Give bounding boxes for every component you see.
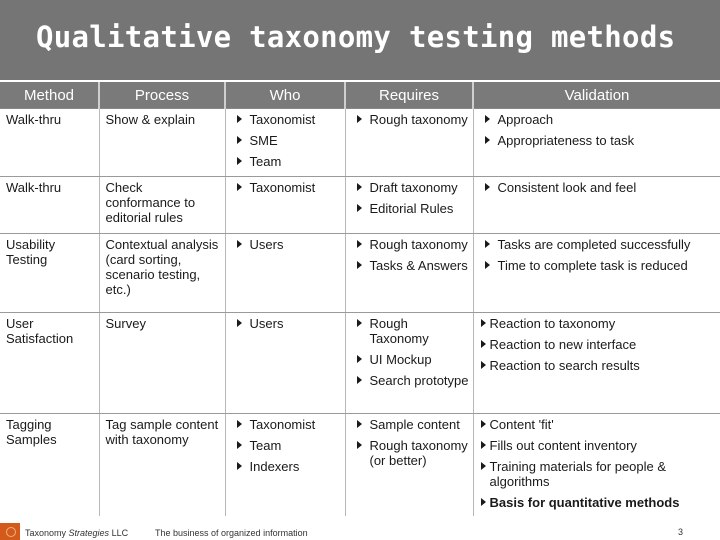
requires-item: Rough taxonomy [352,237,469,252]
table-row [0,313,720,414]
requires-item: Tasks & Answers [352,258,469,273]
table-row [0,414,720,517]
validation-item: Approach [480,112,717,127]
validation-item: Reaction to taxonomy [480,316,717,331]
process-cell: Tag sample content with taxonomy [99,414,225,517]
process-cell: Contextual analysis (card sorting, scenario testing, etc.) [99,234,225,313]
validation-cell [473,414,720,517]
validation-item: Training materials for people & algorithms [480,459,717,489]
who-cell [225,234,345,313]
who-item: Users [232,237,341,252]
validation-item: Basis for quantitative methods [480,495,717,510]
requires-cell [345,414,473,517]
who-item: Indexers [232,459,341,474]
who-item: Team [232,438,341,453]
validation-item: Consistent look and feel [480,180,717,195]
validation-item: Tasks are completed successfully [480,237,717,252]
method-cell: Tagging Samples [0,414,99,517]
footer-brand: Taxonomy Strategies LLC [25,528,129,538]
requires-cell [345,177,473,234]
footer [0,523,720,540]
who-cell [225,177,345,234]
validation-cell [473,313,720,414]
requires-cell [345,109,473,177]
table-row [0,177,720,234]
table-row [0,109,720,177]
validation-item: Content 'fit' [480,417,717,432]
requires-item: Rough taxonomy (or better) [352,438,469,468]
method-cell: Usability Testing [0,234,99,313]
title-bar [0,0,720,80]
who-item: SME [232,133,341,148]
methods-table [0,82,720,516]
requires-item: Draft taxonomy [352,180,469,195]
method-cell: Walk-thru [0,177,99,234]
process-cell: Show & explain [99,109,225,177]
validation-item: Reaction to new interface [480,337,717,352]
who-cell [225,109,345,177]
column-header-process: Process [99,82,225,109]
method-cell: Walk-thru [0,109,99,177]
who-cell [225,414,345,517]
validation-cell [473,109,720,177]
who-item: Taxonomist [232,180,341,195]
requires-item: Sample content [352,417,469,432]
process-cell: Survey [99,313,225,414]
requires-item: Rough Taxonomy [352,316,469,346]
requires-item: Search prototype [352,373,469,388]
table-header-row [0,82,720,109]
column-header-requires: Requires [345,82,473,109]
validation-cell [473,234,720,313]
column-header-validation: Validation [473,82,720,109]
who-item: Taxonomist [232,417,341,432]
column-header-method: Method [0,82,99,109]
requires-item: Rough taxonomy [352,112,469,127]
page-title: Qualitative taxonomy testing methods [36,20,676,54]
method-cell: User Satisfaction [0,313,99,414]
process-cell: Check conformance to editorial rules [99,177,225,234]
validation-item: Time to complete task is reduced [480,258,717,273]
column-header-who: Who [225,82,345,109]
requires-cell [345,234,473,313]
validation-item: Appropriateness to task [480,133,717,148]
validation-cell [473,177,720,234]
validation-item: Fills out content inventory [480,438,717,453]
table-row [0,234,720,313]
page-number: 3 [678,527,684,537]
requires-item: Editorial Rules [352,201,469,216]
who-cell [225,313,345,414]
who-item: Users [232,316,341,331]
footer-tagline: The business of organized information [155,528,308,538]
who-item: Taxonomist [232,112,341,127]
requires-cell [345,313,473,414]
validation-item: Reaction to search results [480,358,717,373]
requires-item: UI Mockup [352,352,469,367]
who-item: Team [232,154,341,169]
company-logo-icon [0,523,20,540]
